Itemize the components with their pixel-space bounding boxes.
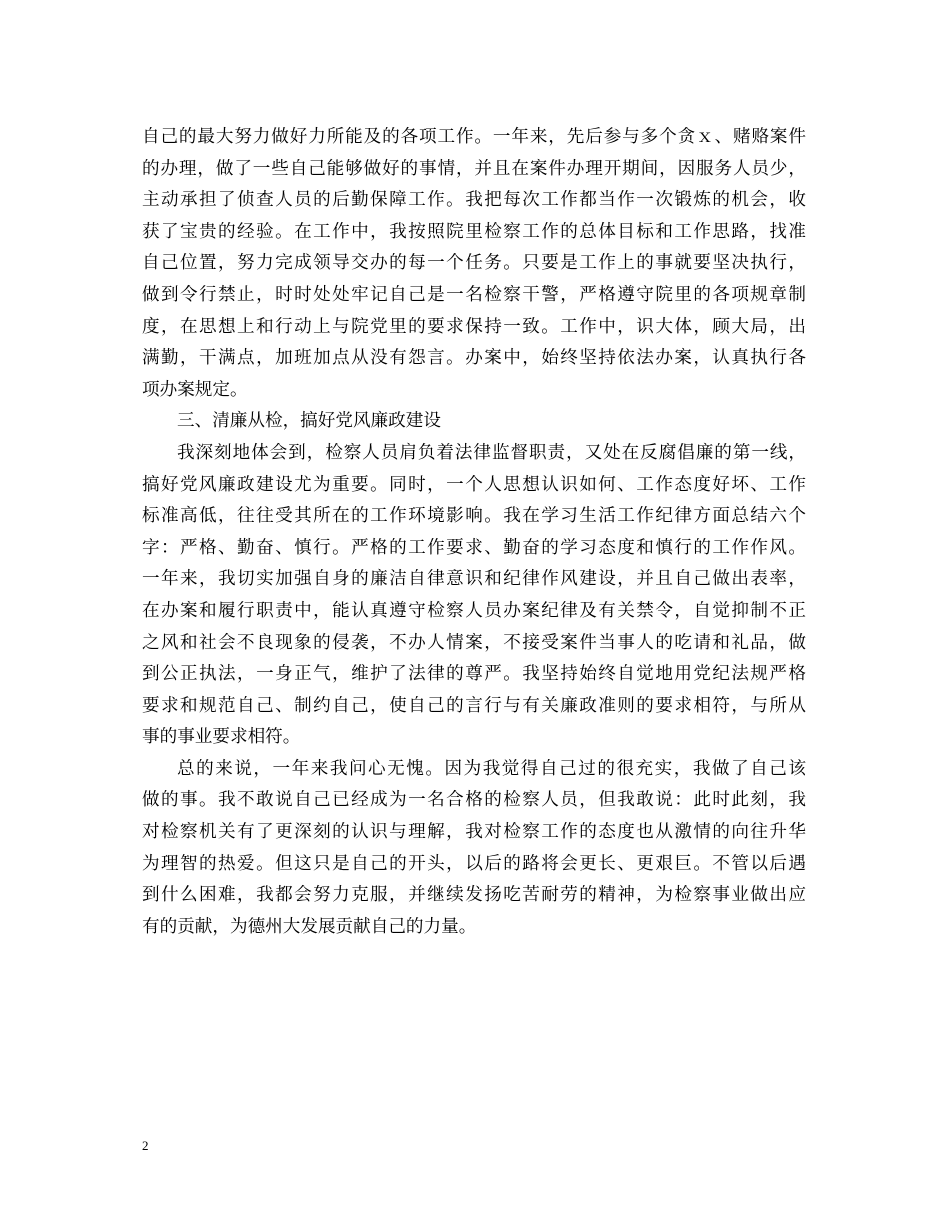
text-line: 满勤，干满点，加班加点从没有怨言。办案中，始终坚持依法办案，认真执行各 — [142, 348, 806, 369]
text-line: 到公正执法，一身正气，维护了法律的尊严。我坚持始终自觉地用党纪法规严格 — [142, 664, 806, 685]
text-line: 项办案规定。 — [142, 379, 248, 400]
text-line: 的办理，做了一些自己能够做好的事情，并且在案件办理开期间，因服务人员少， — [142, 158, 806, 179]
text-line: 自己位置，努力完成领导交办的每一个任务。只要是工作上的事就要坚决执行， — [142, 253, 806, 274]
text-line: 搞好党风廉政建设尤为重要。同时，一个人思想认识如何、工作态度好坏、工作 — [142, 474, 806, 495]
text-line: 有的贡献，为德州大发展贡献自己的力量。 — [142, 916, 477, 937]
text-line: 在办案和履行职责中，能认真遵守检察人员办案纪律及有关禁令，自觉抑制不正 — [142, 600, 806, 621]
text-line: 做的事。我不敢说自己已经成为一名合格的检察人员，但我敢说：此时此刻，我 — [142, 790, 806, 811]
page-number: 2 — [142, 1138, 149, 1153]
text-line: 要求和规范自己、制约自己，使自己的言行与有关廉政准则的要求相符，与所从 — [142, 695, 806, 716]
text-line: 三、清廉从检，搞好党风廉政建设 — [177, 411, 441, 432]
text-line: 标准高低，往往受其所在的工作环境影响。我在学习生活工作纪律方面总结六个 — [142, 506, 806, 527]
document-body — [142, 122, 806, 943]
text-line: 字：严格、勤奋、慎行。严格的工作要求、勤奋的学习态度和慎行的工作作风。 — [142, 537, 806, 558]
paragraph — [142, 754, 806, 944]
text-line: 度，在思想上和行动上与院党里的要求保持一致。工作中，识大体，顾大局，出 — [142, 316, 806, 337]
paragraph — [142, 406, 806, 438]
text-line: 为理智的热爱。但这只是自己的开头，以后的路将会更长、更艰巨。不管以后遇 — [142, 853, 806, 874]
text-line: 之风和社会不良现象的侵袭，不办人情案，不接受案件当事人的吃请和礼品，做 — [142, 632, 806, 653]
text-line: 一年来，我切实加强自身的廉洁自律意识和纪律作风建设，并且自己做出表率， — [142, 569, 806, 590]
text-line: 我深刻地体会到，检察人员肩负着法律监督职责，又处在反腐倡廉的第一线， — [177, 442, 806, 463]
text-line: 做到令行禁止，时时处处牢记自己是一名检察干警，严格遵守院里的各项规章制 — [142, 284, 806, 305]
text-line: 主动承担了侦查人员的后勤保障工作。我把每次工作都当作一次锻炼的机会，收 — [142, 190, 806, 211]
text-line: 总的来说，一年来我问心无愧。因为我觉得自己过的很充实，我做了自己该 — [177, 758, 806, 779]
text-line: 事的事业要求相符。 — [142, 727, 301, 748]
text-line: 自己的最大努力做好力所能及的各项工作。一年来，先后参与多个贪ｘ、赌赂案件 — [142, 127, 806, 147]
paragraph — [142, 122, 806, 406]
paragraph — [142, 438, 806, 754]
text-line: 到什么困难，我都会努力克服，并继续发扬吃苦耐劳的精神，为检察事业做出应 — [142, 885, 806, 906]
text-line: 获了宝贵的经验。在工作中，我按照院里检察工作的总体目标和工作思路，找准 — [142, 221, 806, 242]
text-line: 对检察机关有了更深刻的认识与理解，我对检察工作的态度也从激情的向往升华 — [142, 822, 806, 843]
